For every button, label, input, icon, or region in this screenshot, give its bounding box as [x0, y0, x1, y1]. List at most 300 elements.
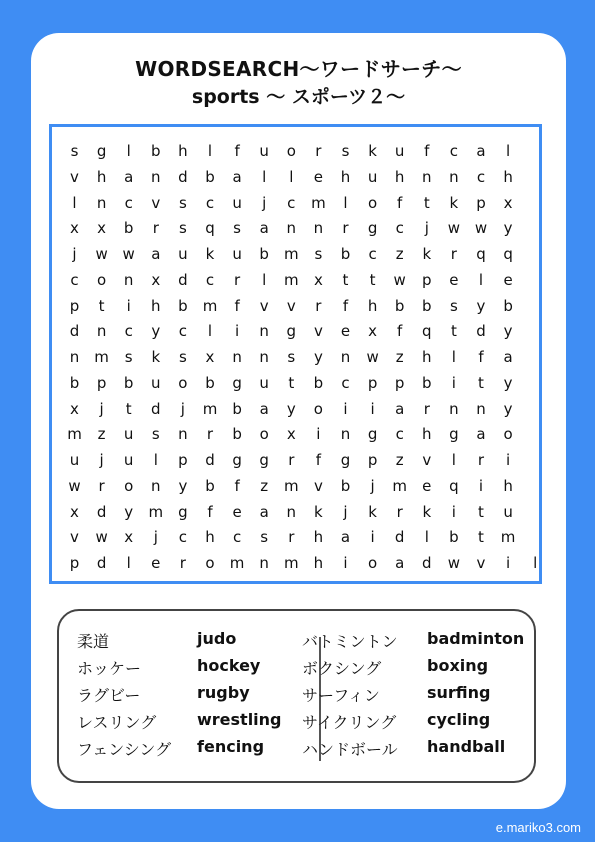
grid-letter: l: [262, 270, 267, 289]
grid-letter: r: [98, 476, 105, 495]
grid-letter: s: [260, 528, 269, 547]
grid-letter: j: [370, 476, 375, 495]
grid-letter: l: [424, 528, 429, 547]
grid-letter: b: [205, 373, 215, 392]
grid-letter: v: [70, 528, 79, 547]
grid-letter: h: [422, 348, 432, 366]
grid-letter: l: [72, 193, 77, 212]
grid-letter: m: [229, 554, 245, 572]
grid-letter: g: [232, 451, 242, 469]
grid-letter: b: [205, 476, 215, 495]
grid-letter: y: [503, 373, 513, 392]
grid-letter: o: [503, 425, 513, 444]
grid-letter: l: [126, 554, 131, 572]
grid-letter: i: [451, 373, 456, 392]
grid-letter: z: [395, 451, 404, 469]
grid-letter: h: [503, 167, 513, 186]
grid-letter: r: [179, 554, 186, 572]
grid-letter: s: [287, 348, 296, 366]
grid-letter: u: [123, 425, 134, 444]
grid-letter: w: [474, 219, 488, 238]
grid-letter: s: [341, 142, 350, 160]
grid-letter: n: [69, 348, 80, 366]
grid-letter: p: [367, 373, 378, 392]
grid-letter: h: [367, 296, 378, 315]
grid-letter: i: [370, 399, 375, 418]
grid-letter: i: [478, 476, 484, 495]
word-jp: ボクシング: [302, 659, 382, 678]
grid-letter: v: [313, 476, 323, 495]
word-en: boxing: [427, 656, 489, 675]
grid-letter: h: [394, 167, 405, 186]
grid-letter: t: [478, 528, 484, 547]
grid-letter: x: [151, 270, 161, 289]
worksheet-card: [31, 33, 566, 809]
word-en: surfing: [427, 683, 491, 702]
grid-letter: a: [259, 502, 269, 521]
grid-letter: s: [233, 219, 241, 238]
grid-letter: z: [260, 476, 269, 495]
grid-letter: o: [368, 554, 378, 572]
grid-letter: j: [153, 528, 158, 547]
grid-letter: x: [124, 528, 134, 547]
grid-letter: u: [259, 142, 269, 160]
grid-letter: a: [232, 167, 242, 186]
grid-letter: d: [178, 167, 188, 186]
grid-letter: e: [340, 322, 351, 341]
grid-letter: b: [232, 399, 242, 418]
grid-letter: x: [286, 425, 296, 444]
word-jp: サーフィン: [302, 686, 380, 705]
grid-letter: o: [368, 193, 378, 212]
grid-letter: d: [422, 554, 432, 572]
grid-letter: m: [94, 348, 109, 366]
grid-letter: f: [397, 193, 403, 212]
grid-letter: m: [283, 554, 299, 572]
grid-letter: c: [449, 142, 459, 160]
grid-letter: o: [205, 554, 215, 572]
grid-letter: m: [148, 502, 164, 521]
grid-letter: q: [503, 245, 513, 263]
grid-letter: i: [126, 296, 131, 315]
grid-letter: q: [422, 322, 432, 341]
grid-letter: n: [96, 193, 107, 212]
grid-letter: m: [500, 528, 516, 547]
grid-letter: l: [153, 451, 158, 469]
grid-letter: i: [235, 322, 240, 341]
grid-letter: t: [125, 399, 132, 418]
grid-letter: y: [124, 502, 134, 521]
grid-letter: v: [70, 167, 79, 186]
grid-letter: v: [313, 322, 323, 341]
grid-letter: a: [476, 142, 486, 160]
grid-letter: n: [476, 399, 486, 418]
grid-letter: l: [451, 451, 456, 469]
grid-letter: k: [368, 142, 377, 160]
grid-letter: z: [395, 245, 404, 263]
grid-letter: j: [72, 245, 77, 263]
grid-letter: i: [451, 502, 456, 521]
grid-letter: s: [178, 193, 187, 212]
grid-letter: y: [286, 399, 296, 418]
grid-letter: e: [449, 270, 459, 289]
grid-letter: r: [288, 451, 295, 469]
word-en: fencing: [197, 737, 265, 756]
word-jp: 柔道: [77, 632, 110, 651]
grid-letter: m: [392, 476, 407, 495]
site-credit: e.mariko3.com: [495, 820, 581, 835]
grid-letter: f: [234, 142, 240, 160]
grid-letter: o: [259, 425, 269, 444]
word-jp: ハンドボール: [302, 740, 398, 759]
grid-letter: b: [123, 219, 134, 238]
grid-letter: b: [205, 167, 215, 186]
grid-letter: u: [151, 373, 161, 392]
grid-letter: j: [424, 219, 429, 238]
grid-letter: b: [340, 245, 351, 263]
grid-letter: p: [178, 451, 188, 469]
grid-letter: w: [366, 348, 379, 366]
grid-letter: l: [506, 142, 511, 160]
wordsearch-grid-frame: [49, 124, 542, 584]
grid-letter: j: [343, 502, 348, 521]
grid-letter: c: [395, 219, 404, 238]
grid-letter: b: [232, 425, 242, 444]
grid-letter: x: [70, 219, 79, 238]
grid-letter: c: [124, 193, 133, 212]
grid-letter: s: [314, 245, 323, 263]
word-en: cycling: [427, 710, 491, 729]
grid-letter: p: [422, 270, 432, 289]
grid-letter: a: [476, 425, 486, 444]
grid-letter: m: [283, 245, 299, 263]
grid-letter: b: [313, 373, 324, 392]
grid-letter: n: [422, 167, 432, 186]
grid-letter: j: [99, 399, 104, 418]
grid-letter: e: [151, 554, 161, 572]
grid-letter: a: [503, 348, 513, 366]
grid-letter: g: [259, 451, 269, 469]
grid-letter: c: [476, 167, 486, 186]
word-jp: サイクリング: [302, 713, 397, 732]
grid-letter: m: [283, 476, 299, 495]
grid-letter: r: [234, 270, 241, 289]
grid-letter: e: [313, 167, 323, 186]
grid-letter: s: [449, 296, 458, 315]
word-jp: フェンシング: [77, 740, 172, 759]
grid-letter: w: [393, 270, 406, 289]
grid-letter: f: [424, 142, 430, 160]
grid-letter: c: [124, 322, 133, 341]
word-en: hockey: [197, 656, 261, 675]
grid-letter: n: [259, 348, 269, 366]
grid-letter: d: [96, 554, 107, 572]
grid-letter: f: [478, 348, 484, 366]
grid-letter: x: [205, 348, 215, 366]
grid-letter: t: [478, 502, 484, 521]
grid-letter: n: [286, 502, 297, 521]
grid-letter: v: [151, 193, 161, 212]
grid-letter: u: [259, 373, 269, 392]
grid-letter: o: [313, 399, 323, 418]
grid-letter: i: [506, 451, 511, 469]
grid-letter: k: [368, 502, 377, 521]
grid-letter: n: [340, 425, 351, 444]
grid-letter: v: [476, 554, 486, 572]
word-jp: ラグビー: [77, 686, 141, 705]
grid-letter: p: [69, 296, 80, 315]
grid-letter: e: [422, 476, 432, 495]
grid-letter: x: [97, 219, 107, 238]
grid-letter: u: [123, 451, 134, 469]
grid-letter: r: [315, 296, 322, 315]
grid-letter: j: [99, 451, 104, 469]
grid-letter: c: [70, 270, 79, 289]
grid-letter: a: [124, 167, 134, 186]
grid-letter: s: [70, 142, 79, 160]
grid-letter: a: [259, 219, 269, 238]
grid-letter: r: [396, 502, 403, 521]
grid-letter: m: [202, 399, 218, 418]
word-jp: ホッケー: [77, 659, 142, 678]
grid-letter: f: [315, 451, 322, 469]
grid-letter: c: [395, 425, 404, 444]
grid-letter: r: [152, 219, 159, 238]
grid-letter: b: [449, 528, 459, 547]
grid-letter: i: [343, 399, 348, 418]
grid-letter: b: [503, 296, 513, 315]
grid-letter: a: [259, 399, 269, 418]
grid-letter: c: [232, 528, 242, 547]
grid-letter: n: [151, 476, 161, 495]
grid-letter: u: [503, 502, 513, 521]
grid-letter: o: [178, 373, 188, 392]
grid-letter: h: [313, 554, 324, 572]
grid-letter: l: [262, 167, 267, 186]
grid-letter: v: [286, 296, 296, 315]
grid-letter: s: [178, 219, 187, 238]
grid-letter: p: [96, 373, 107, 392]
grid-letter: r: [423, 399, 430, 418]
grid-letter: u: [69, 451, 80, 469]
grid-letter: s: [178, 348, 187, 366]
page-subtitle: sports 〜 スポーツ２〜: [191, 86, 406, 108]
grid-letter: h: [340, 167, 351, 186]
grid-letter: k: [151, 348, 161, 366]
grid-letter: l: [126, 142, 131, 160]
grid-letter: i: [343, 554, 348, 572]
grid-letter: l: [343, 193, 348, 212]
grid-letter: l: [451, 348, 456, 366]
grid-letter: g: [232, 373, 242, 392]
grid-letter: l: [207, 142, 213, 160]
grid-letter: b: [340, 476, 351, 495]
grid-letter: r: [477, 451, 485, 469]
grid-letter: u: [178, 245, 188, 263]
grid-letter: v: [259, 296, 269, 315]
grid-letter: d: [178, 270, 188, 289]
grid-letter: v: [422, 451, 432, 469]
grid-letter: p: [69, 554, 80, 572]
grid-letter: w: [95, 528, 108, 547]
word-en: rugby: [197, 683, 250, 702]
grid-letter: y: [151, 322, 161, 341]
grid-letter: i: [506, 554, 511, 572]
grid-letter: g: [340, 451, 351, 469]
grid-letter: x: [313, 270, 323, 289]
grid-letter: k: [314, 502, 323, 521]
grid-letter: w: [95, 245, 108, 263]
grid-letter: g: [178, 502, 188, 521]
grid-letter: y: [503, 399, 513, 418]
grid-letter: t: [450, 322, 457, 341]
grid-letter: g: [367, 425, 378, 444]
word-en: badminton: [427, 629, 525, 648]
grid-letter: r: [450, 245, 457, 263]
grid-letter: d: [394, 528, 405, 547]
grid-letter: q: [476, 245, 486, 263]
grid-letter: k: [449, 193, 459, 212]
grid-letter: n: [232, 348, 242, 366]
grid-letter: b: [422, 373, 432, 392]
grid-letter: t: [423, 193, 430, 212]
grid-letter: k: [422, 245, 432, 263]
grid-letter: d: [476, 322, 486, 341]
grid-letter: q: [205, 219, 215, 238]
grid-letter: h: [422, 425, 432, 444]
grid-letter: a: [151, 245, 161, 263]
grid-letter: c: [287, 193, 296, 212]
grid-letter: x: [70, 399, 79, 418]
grid-letter: l: [207, 322, 213, 341]
grid-letter: p: [367, 451, 378, 469]
wordsearch-grid: [52, 127, 539, 581]
grid-letter: c: [178, 322, 188, 341]
grid-letter: a: [340, 528, 351, 547]
grid-letter: t: [342, 270, 349, 289]
grid-letter: z: [395, 348, 404, 366]
grid-letter: i: [316, 425, 321, 444]
grid-letter: n: [259, 554, 269, 572]
grid-letter: t: [478, 373, 484, 392]
grid-letter: y: [476, 296, 486, 315]
grid-letter: n: [340, 348, 351, 366]
grid-letter: r: [315, 142, 322, 160]
grid-letter: x: [70, 502, 79, 521]
grid-letter: b: [394, 296, 405, 315]
grid-letter: p: [476, 193, 486, 212]
word-jp: レスリング: [77, 713, 157, 732]
grid-letter: n: [313, 219, 324, 238]
grid-letter: u: [232, 245, 242, 263]
word-jp: バトミントン: [302, 632, 398, 651]
grid-letter: x: [368, 322, 378, 341]
grid-letter: m: [283, 270, 299, 289]
grid-letter: b: [151, 142, 161, 160]
grid-letter: k: [205, 245, 215, 263]
grid-letter: y: [178, 476, 188, 495]
grid-letter: e: [503, 270, 513, 289]
grid-letter: g: [449, 425, 459, 444]
grid-letter: b: [259, 245, 269, 263]
grid-letter: w: [447, 554, 461, 572]
grid-letter: n: [286, 219, 297, 238]
grid-letter: b: [69, 373, 80, 392]
grid-letter: u: [394, 142, 405, 160]
page-title: WORDSEARCH〜ワードサーチ〜: [135, 57, 462, 81]
word-en: wrestling: [197, 710, 282, 729]
grid-letter: f: [234, 296, 240, 315]
grid-letter: n: [449, 167, 459, 186]
word-list-box: [57, 609, 536, 783]
grid-letter: f: [342, 296, 349, 315]
grid-letter: c: [205, 270, 215, 289]
grid-letter: c: [205, 193, 215, 212]
word-en: judo: [197, 629, 237, 648]
grid-letter: o: [97, 270, 107, 289]
grid-letter: r: [288, 528, 295, 547]
grid-letter: u: [367, 167, 378, 186]
grid-letter: c: [341, 373, 350, 392]
grid-letter: m: [67, 425, 82, 444]
grid-letter: m: [202, 296, 218, 315]
grid-letter: d: [69, 322, 80, 341]
grid-letter: o: [286, 142, 296, 160]
grid-letter: p: [394, 373, 405, 392]
grid-letter: h: [313, 528, 324, 547]
grid-letter: w: [122, 245, 135, 263]
grid-letter: h: [205, 528, 215, 547]
grid-letter: d: [205, 451, 215, 469]
grid-letter: n: [178, 425, 188, 444]
grid-letter: l: [478, 270, 484, 289]
grid-letter: x: [503, 193, 513, 212]
grid-letter: b: [123, 373, 134, 392]
grid-letter: l: [533, 554, 538, 572]
grid-letter: k: [422, 502, 432, 521]
grid-letter: z: [97, 425, 106, 444]
grid-letter: n: [96, 322, 107, 341]
grid-letter: n: [123, 270, 134, 289]
grid-letter: c: [178, 528, 188, 547]
grid-letter: b: [422, 296, 432, 315]
grid-letter: w: [68, 476, 81, 495]
grid-letter: f: [234, 476, 240, 495]
grid-letter: g: [96, 142, 107, 160]
grid-letter: f: [207, 502, 213, 521]
grid-letter: g: [367, 219, 378, 238]
grid-letter: t: [98, 296, 105, 315]
grid-letter: i: [370, 528, 375, 547]
grid-letter: d: [151, 399, 161, 418]
grid-letter: h: [503, 476, 513, 495]
grid-letter: h: [96, 167, 107, 186]
grid-letter: q: [449, 476, 459, 495]
grid-letter: d: [96, 502, 107, 521]
grid-letter: n: [449, 399, 459, 418]
grid-letter: n: [259, 322, 269, 341]
grid-letter: l: [289, 167, 294, 186]
grid-letter: f: [397, 322, 403, 341]
grid-letter: y: [503, 219, 513, 238]
grid-letter: s: [124, 348, 133, 366]
grid-letter: g: [286, 322, 297, 341]
grid-letter: h: [178, 142, 188, 160]
grid-letter: y: [503, 322, 513, 341]
grid-letter: s: [151, 425, 160, 444]
grid-letter: r: [206, 425, 214, 444]
grid-letter: j: [180, 399, 185, 418]
